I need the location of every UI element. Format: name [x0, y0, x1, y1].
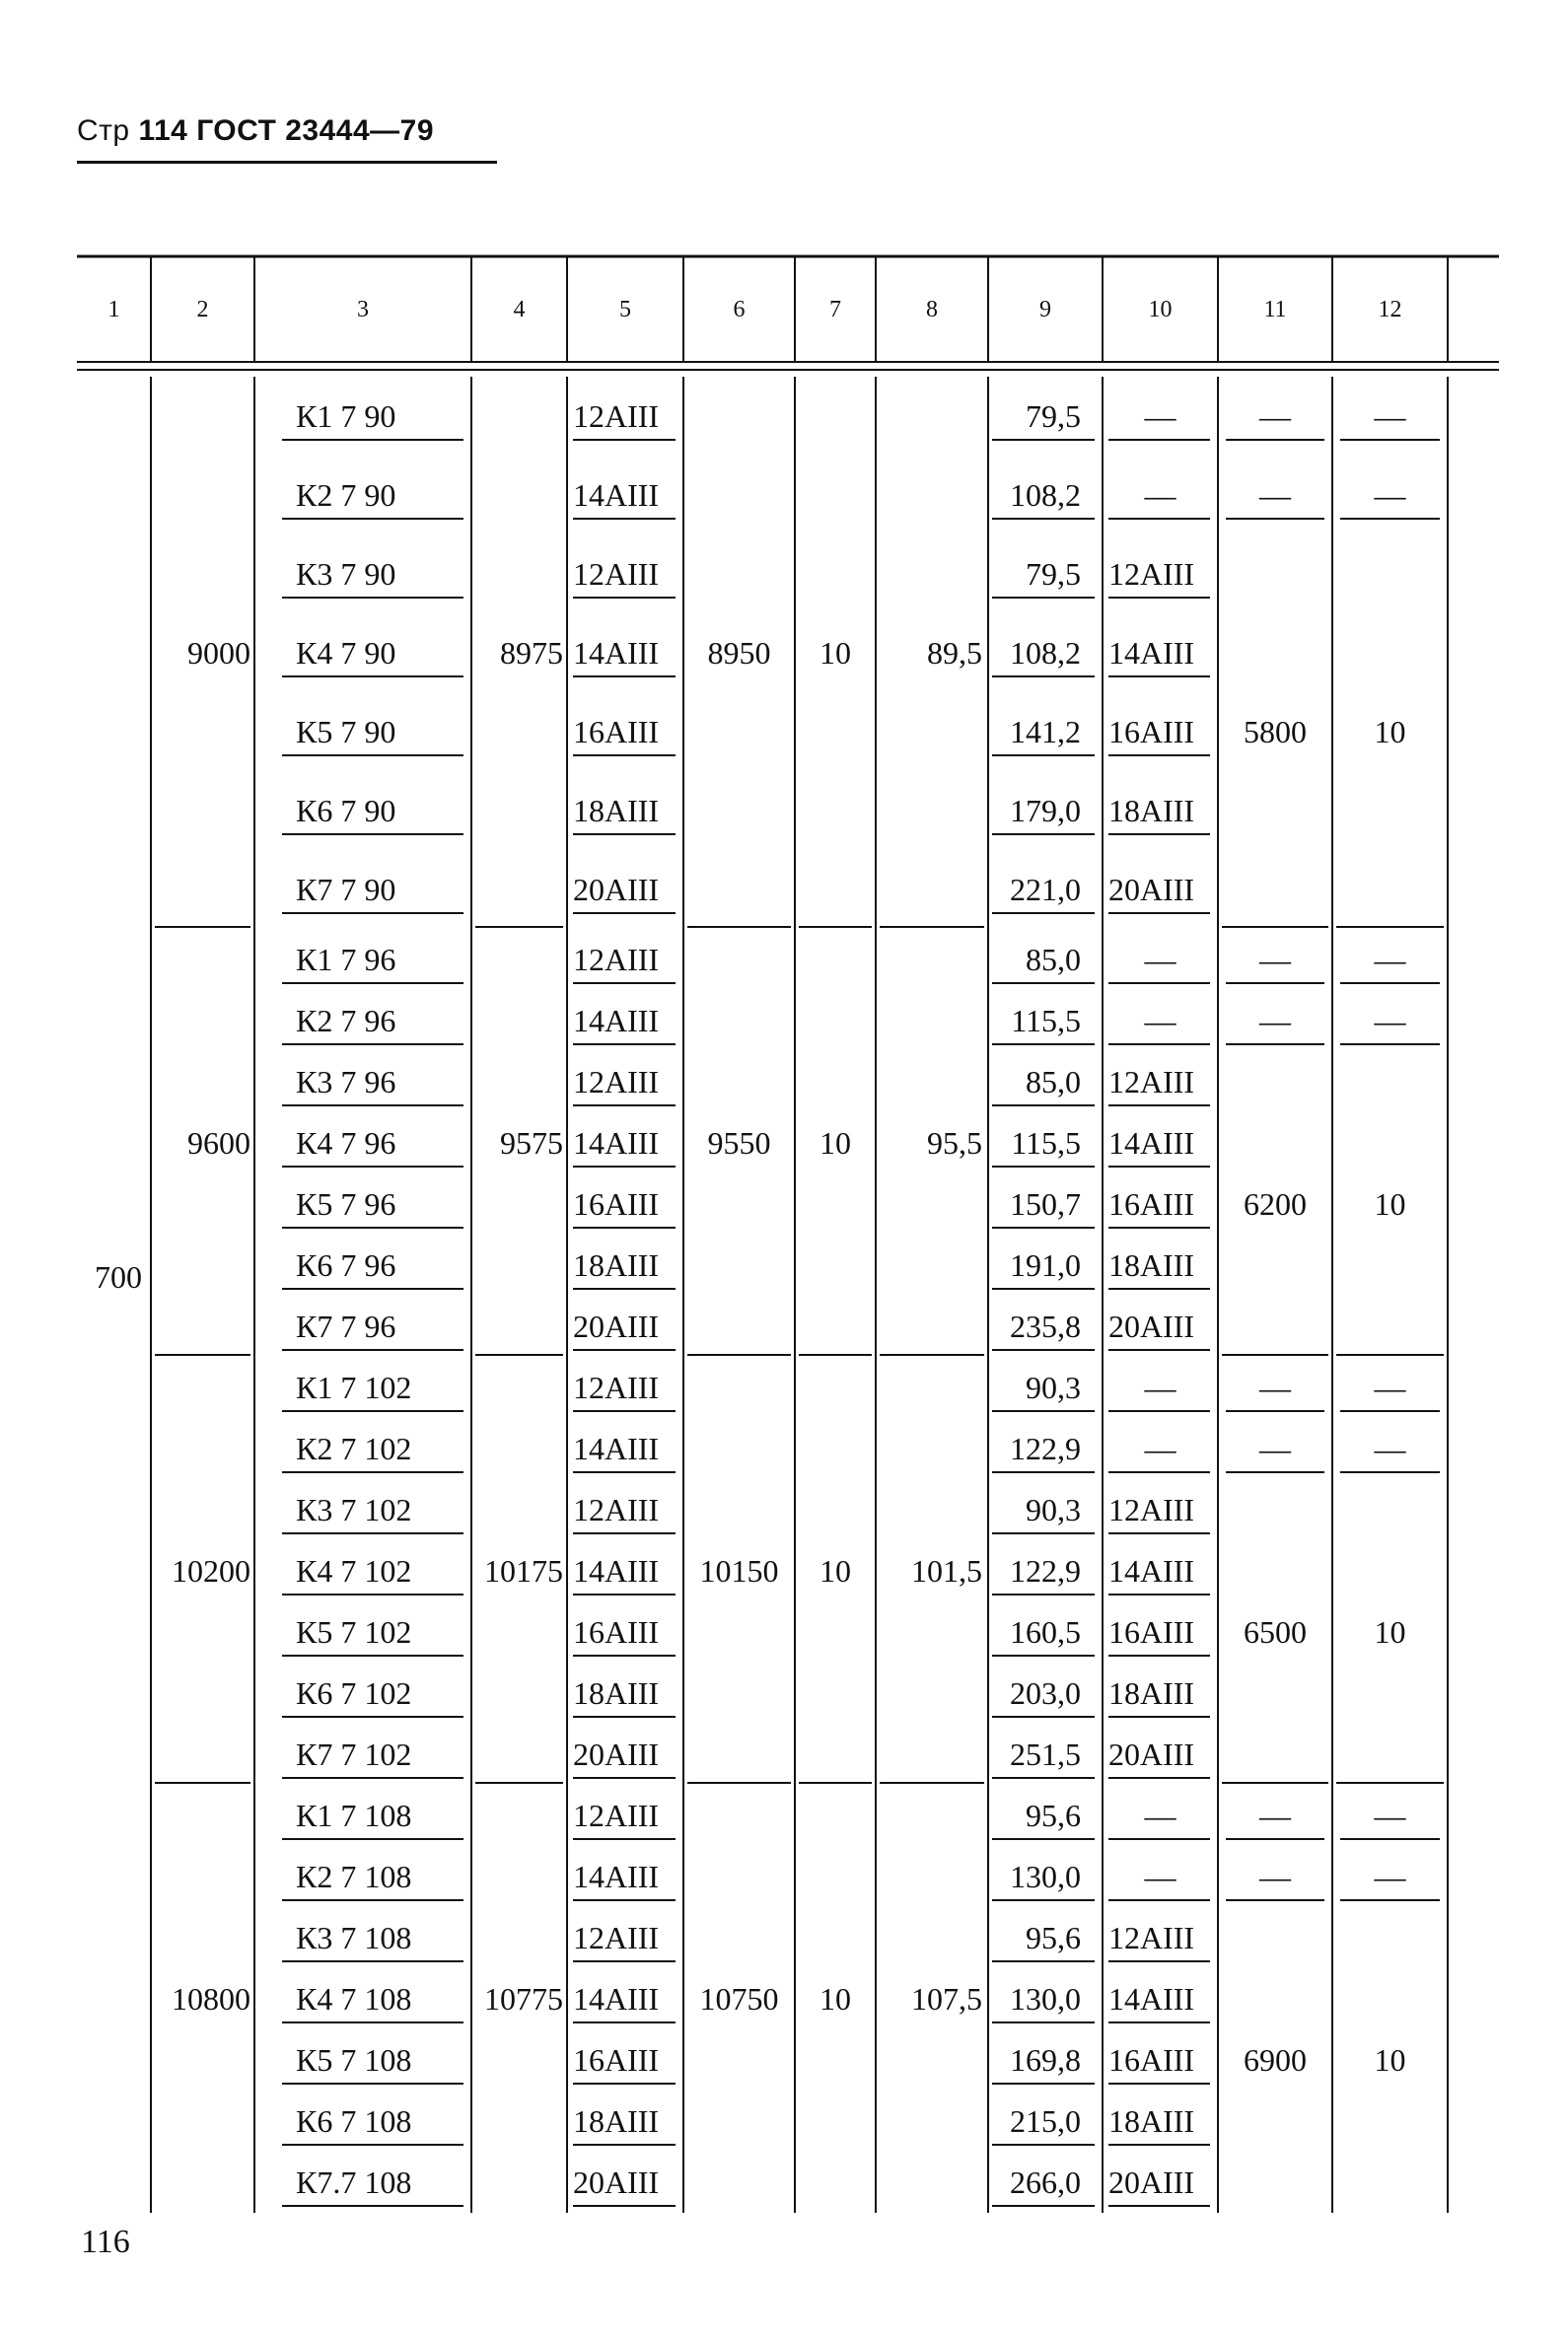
row-col10: 14АIII — [1108, 635, 1195, 671]
header-rule — [77, 161, 497, 164]
row-mass: 122,9 — [1010, 1553, 1081, 1589]
footer-page-number: 116 — [81, 2224, 130, 2260]
row-mass: 150,7 — [1010, 1186, 1081, 1222]
row-mark: К4 7 108 — [296, 1981, 412, 2017]
group-col8: 89,5 — [927, 635, 982, 671]
row-rebar: 12АIII — [573, 942, 660, 977]
row-mass: 115,5 — [1011, 1125, 1081, 1161]
row-rebar: 18АIII — [573, 793, 660, 828]
table-grid — [77, 248, 1499, 2219]
row-rebar: 16АIII — [573, 2042, 660, 2078]
row-rebar: 20АIII — [573, 2164, 660, 2200]
row-col10: 12АIII — [1108, 1920, 1195, 1955]
row-mark: К6 7 108 — [296, 2103, 412, 2139]
row-mark: К1 7 90 — [296, 398, 396, 434]
row-col10: 14АIII — [1108, 1981, 1195, 2017]
row-mark: К2 7 90 — [296, 477, 396, 513]
row-col10: — — [1144, 1431, 1176, 1466]
row-mass: 122,9 — [1010, 1431, 1081, 1466]
row-col12: — — [1374, 1003, 1406, 1038]
row-mass: 95,6 — [1026, 1920, 1081, 1955]
group-col6: 10150 — [699, 1553, 779, 1589]
group-col12: 10 — [1374, 1186, 1406, 1222]
row-mass: 108,2 — [1010, 635, 1081, 671]
row-col10: 18АIII — [1108, 1675, 1195, 1711]
row-mark: К1 7 108 — [296, 1798, 412, 1833]
group-width: 10175 — [484, 1553, 563, 1589]
row-mass: 203,0 — [1010, 1675, 1081, 1711]
group-col7: 10 — [820, 1981, 851, 2017]
row-rebar: 14АIII — [573, 1431, 660, 1466]
row-mass: 108,2 — [1010, 477, 1081, 513]
row-mass: 251,5 — [1010, 1737, 1081, 1772]
row-rebar: 14АIII — [573, 1859, 660, 1894]
row-col11: — — [1259, 942, 1291, 977]
column-header-12: 12 — [1378, 296, 1402, 322]
row-rebar: 12АIII — [573, 1370, 660, 1405]
row-col10: — — [1144, 1003, 1176, 1038]
row-col11: — — [1259, 1798, 1291, 1833]
row-mark: К3 7 96 — [296, 1064, 396, 1099]
row-mark: К6 7 90 — [296, 793, 396, 828]
row-mark: К3 7 108 — [296, 1920, 412, 1955]
row-col10: 20АIII — [1108, 1737, 1195, 1772]
row-mass: 169,8 — [1010, 2042, 1081, 2078]
row-mark: К5 7 108 — [296, 2042, 412, 2078]
row-col11: — — [1259, 1431, 1291, 1466]
row-mark: К7 7 96 — [296, 1309, 396, 1344]
column-header-10: 10 — [1148, 296, 1173, 322]
header-standard: ГОСТ 23444—79 — [196, 114, 435, 147]
column-header-3: 3 — [357, 296, 369, 322]
row-rebar: 18АIII — [573, 2103, 660, 2139]
row-mass: 179,0 — [1010, 793, 1081, 828]
row-mark: К5 7 90 — [296, 714, 396, 749]
group-col6: 9550 — [707, 1125, 771, 1161]
row-rebar: 18АIII — [573, 1247, 660, 1283]
row-mass: 115,5 — [1011, 1003, 1081, 1038]
row-rebar: 12АIII — [573, 1064, 660, 1099]
column-header-2: 2 — [196, 296, 209, 322]
group-col12: 10 — [1374, 2042, 1406, 2078]
row-rebar: 12АIII — [573, 1798, 660, 1833]
group-col12: 10 — [1374, 714, 1406, 749]
row-col10: — — [1144, 398, 1176, 434]
row-mass: 141,2 — [1010, 714, 1081, 749]
row-mark: К3 7 90 — [296, 556, 396, 592]
row-rebar: 20АIII — [573, 872, 660, 907]
group-col11: 6500 — [1244, 1614, 1307, 1650]
column-header-4: 4 — [513, 296, 526, 322]
group-length: 10200 — [172, 1553, 250, 1589]
row-rebar: 12АIII — [573, 398, 660, 434]
row-rebar: 12АIII — [573, 556, 660, 592]
row-mark: К4 7 96 — [296, 1125, 396, 1161]
row-mark: К6 7 96 — [296, 1247, 396, 1283]
row-col10: 16АIII — [1108, 1614, 1195, 1650]
group-width: 8975 — [500, 635, 563, 671]
row-col10: 20АIII — [1108, 872, 1195, 907]
row-mass: 85,0 — [1026, 1064, 1081, 1099]
row-col10: 18АIII — [1108, 793, 1195, 828]
row-rebar: 14АIII — [573, 1981, 660, 2017]
group-col6: 8950 — [707, 635, 771, 671]
row-rebar: 14АIII — [573, 477, 660, 513]
row-col12: — — [1374, 1798, 1406, 1833]
row-col12: — — [1374, 942, 1406, 977]
column-header-6: 6 — [733, 296, 746, 322]
row-col12: — — [1374, 398, 1406, 434]
row-mass: 221,0 — [1010, 872, 1081, 907]
row-mark: К2 7 96 — [296, 1003, 396, 1038]
row-mass: 85,0 — [1026, 942, 1081, 977]
row-rebar: 18АIII — [573, 1675, 660, 1711]
row-mark: К5 7 102 — [296, 1614, 412, 1650]
column-header-1: 1 — [107, 296, 120, 322]
row-mark: К5 7 96 — [296, 1186, 396, 1222]
row-col10: 12АIII — [1108, 1064, 1195, 1099]
row-col12: — — [1374, 1859, 1406, 1894]
row-rebar: 14АIII — [573, 1553, 660, 1589]
row-col10: 18АIII — [1108, 1247, 1195, 1283]
row-mark: К1 7 102 — [296, 1370, 412, 1405]
row-mark: К4 7 90 — [296, 635, 396, 671]
row-mark: К1 7 96 — [296, 942, 396, 977]
row-col11: — — [1259, 1859, 1291, 1894]
row-mass: 191,0 — [1010, 1247, 1081, 1283]
column-header-5: 5 — [619, 296, 631, 322]
group-col8: 107,5 — [911, 1981, 982, 2017]
row-mark: К4 7 102 — [296, 1553, 412, 1589]
row-col10: 16АIII — [1108, 1186, 1195, 1222]
row-mass: 90,3 — [1026, 1370, 1081, 1405]
row-col11: — — [1259, 477, 1291, 513]
row-mass: 235,8 — [1010, 1309, 1081, 1344]
row-rebar: 16АIII — [573, 1186, 660, 1222]
row-col12: — — [1374, 477, 1406, 513]
row-mass: 79,5 — [1026, 398, 1081, 434]
row-mark: К2 7 108 — [296, 1859, 412, 1894]
row-mark: К7 7 102 — [296, 1737, 412, 1772]
row-col12: — — [1374, 1370, 1406, 1405]
row-rebar: 14АIII — [573, 1125, 660, 1161]
row-col10: 16АIII — [1108, 2042, 1195, 2078]
row-mark: К2 7 102 — [296, 1431, 412, 1466]
header-page: 114 — [138, 114, 188, 147]
row-col11: — — [1259, 1003, 1291, 1038]
row-mass: 160,5 — [1010, 1614, 1081, 1650]
row-mark: К7 7 90 — [296, 872, 396, 907]
column-header-8: 8 — [926, 296, 938, 322]
row-mass: 90,3 — [1026, 1492, 1081, 1527]
row-col10: 14АIII — [1108, 1125, 1195, 1161]
row-rebar: 14АIII — [573, 1003, 660, 1038]
row-col10: — — [1144, 477, 1176, 513]
group-col7: 10 — [820, 1125, 851, 1161]
column-header-11: 11 — [1263, 296, 1287, 322]
group-col11: 6200 — [1244, 1186, 1307, 1222]
row-mass: 130,0 — [1010, 1859, 1081, 1894]
group-col11: 6900 — [1244, 2042, 1307, 2078]
row-col10: — — [1144, 1859, 1176, 1894]
row-rebar: 20АIII — [573, 1309, 660, 1344]
row-col10: 12АIII — [1108, 1492, 1195, 1527]
data-table — [77, 248, 1499, 2219]
column-header-9: 9 — [1039, 296, 1051, 322]
group-col8: 101,5 — [911, 1553, 982, 1589]
group-length: 9600 — [187, 1125, 250, 1161]
group-col6: 10750 — [699, 1981, 779, 2017]
row-col10: 12АIII — [1108, 556, 1195, 592]
row-mass: 215,0 — [1010, 2103, 1081, 2139]
page-header — [77, 114, 434, 148]
group-col7: 10 — [820, 1553, 851, 1589]
row-col12: — — [1374, 1431, 1406, 1466]
header-prefix: Стр — [77, 114, 130, 147]
row-col10: 20АIII — [1108, 2164, 1195, 2200]
row-mass: 130,0 — [1010, 1981, 1081, 2017]
row-rebar: 12АIII — [573, 1492, 660, 1527]
row-rebar: 16АIII — [573, 1614, 660, 1650]
group-col12: 10 — [1374, 1614, 1406, 1650]
group-col11: 5800 — [1244, 714, 1307, 749]
row-mark: К3 7 102 — [296, 1492, 412, 1527]
row-col10: 14АIII — [1108, 1553, 1195, 1589]
group-width: 9575 — [500, 1125, 563, 1161]
row-rebar: 14АIII — [573, 635, 660, 671]
row-col11: — — [1259, 398, 1291, 434]
row-rebar: 12АIII — [573, 1920, 660, 1955]
row-col10: 16АIII — [1108, 714, 1195, 749]
row-rebar: 16АIII — [573, 714, 660, 749]
group-width: 10775 — [484, 1981, 563, 2017]
group-length: 9000 — [187, 635, 250, 671]
row-mass: 79,5 — [1026, 556, 1081, 592]
row-col10: 20АIII — [1108, 1309, 1195, 1344]
group-length: 10800 — [172, 1981, 250, 2017]
row-col10: 18АIII — [1108, 2103, 1195, 2139]
row-mass: 266,0 — [1010, 2164, 1081, 2200]
row-mass: 95,6 — [1026, 1798, 1081, 1833]
col1-value: 700 — [95, 1259, 142, 1295]
column-header-7: 7 — [829, 296, 841, 322]
group-col8: 95,5 — [927, 1125, 982, 1161]
row-rebar: 20АIII — [573, 1737, 660, 1772]
row-col10: — — [1144, 942, 1176, 977]
row-col11: — — [1259, 1370, 1291, 1405]
group-col7: 10 — [820, 635, 851, 671]
row-mark: К6 7 102 — [296, 1675, 412, 1711]
row-mark: К7.7 108 — [296, 2164, 412, 2200]
row-col10: — — [1144, 1798, 1176, 1833]
row-col10: — — [1144, 1370, 1176, 1405]
